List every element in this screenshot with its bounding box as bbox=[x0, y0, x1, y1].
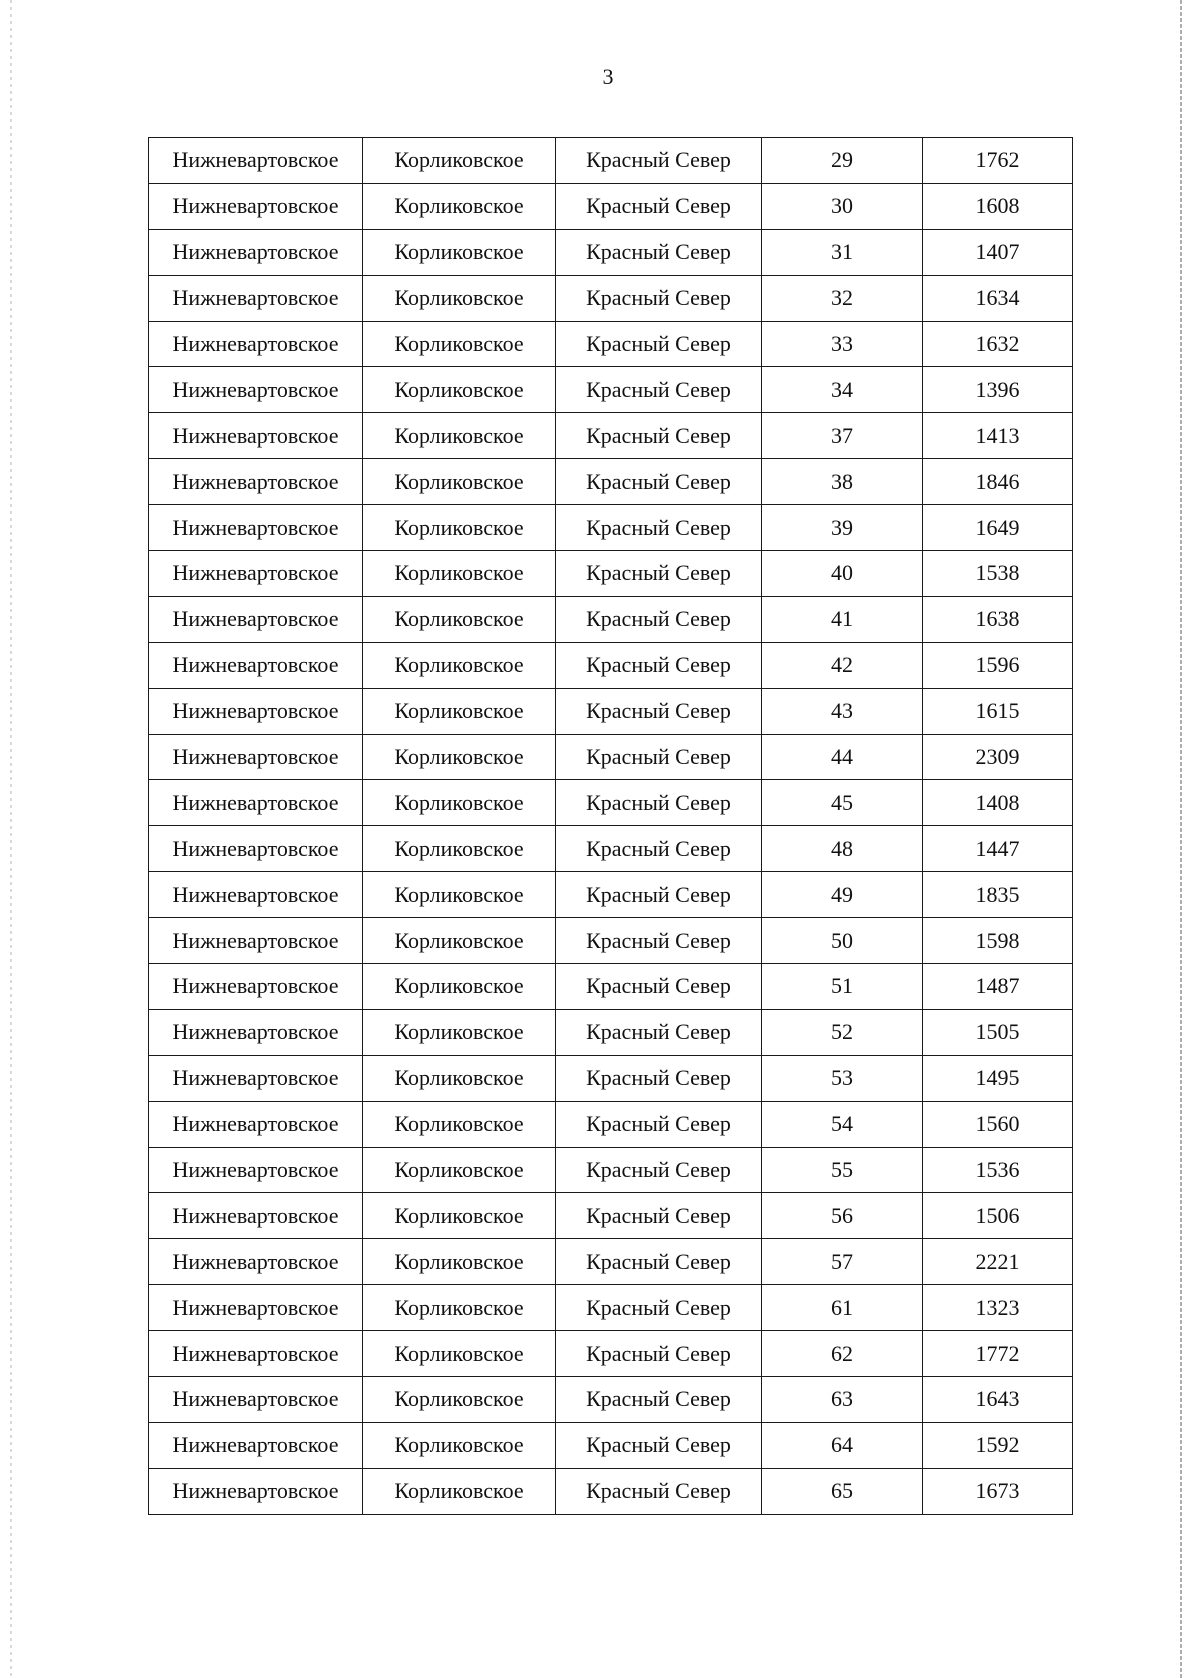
table-row bbox=[149, 1147, 1073, 1193]
operator-cell: Красный Север bbox=[556, 229, 762, 275]
operator-cell: Красный Север bbox=[556, 872, 762, 918]
district-cell: Нижневартовское bbox=[149, 367, 363, 413]
field-cell: Корликовское bbox=[363, 1422, 556, 1468]
field-cell: Корликовское bbox=[363, 872, 556, 918]
table-row bbox=[149, 596, 1073, 642]
field-cell: Корликовское bbox=[363, 1009, 556, 1055]
district-cell: Нижневартовское bbox=[149, 1331, 363, 1377]
field-cell: Корликовское bbox=[363, 367, 556, 413]
district-cell: Нижневартовское bbox=[149, 1468, 363, 1514]
field-cell: Корликовское bbox=[363, 1101, 556, 1147]
operator-cell: Красный Север bbox=[556, 734, 762, 780]
district-cell: Нижневартовское bbox=[149, 459, 363, 505]
depth-cell: 1608 bbox=[923, 183, 1073, 229]
well-number-cell: 40 bbox=[762, 551, 923, 597]
district-cell: Нижневартовское bbox=[149, 780, 363, 826]
district-cell: Нижневартовское bbox=[149, 826, 363, 872]
depth-cell: 1762 bbox=[923, 138, 1073, 184]
depth-cell: 1634 bbox=[923, 275, 1073, 321]
operator-cell: Красный Север bbox=[556, 964, 762, 1010]
operator-cell: Красный Север bbox=[556, 413, 762, 459]
district-cell: Нижневартовское bbox=[149, 229, 363, 275]
well-number-cell: 38 bbox=[762, 459, 923, 505]
operator-cell: Красный Север bbox=[556, 918, 762, 964]
depth-cell: 1447 bbox=[923, 826, 1073, 872]
well-number-cell: 39 bbox=[762, 505, 923, 551]
table-row bbox=[149, 1239, 1073, 1285]
field-cell: Корликовское bbox=[363, 1285, 556, 1331]
field-cell: Корликовское bbox=[363, 1331, 556, 1377]
table-row bbox=[149, 183, 1073, 229]
well-number-cell: 65 bbox=[762, 1468, 923, 1514]
well-number-cell: 62 bbox=[762, 1331, 923, 1377]
well-number-cell: 34 bbox=[762, 367, 923, 413]
district-cell: Нижневартовское bbox=[149, 321, 363, 367]
district-cell: Нижневартовское bbox=[149, 183, 363, 229]
operator-cell: Красный Север bbox=[556, 826, 762, 872]
operator-cell: Красный Север bbox=[556, 367, 762, 413]
district-cell: Нижневартовское bbox=[149, 688, 363, 734]
depth-cell: 1396 bbox=[923, 367, 1073, 413]
district-cell: Нижневартовское bbox=[149, 734, 363, 780]
field-cell: Корликовское bbox=[363, 413, 556, 459]
depth-cell: 1407 bbox=[923, 229, 1073, 275]
depth-cell: 2309 bbox=[923, 734, 1073, 780]
well-number-cell: 53 bbox=[762, 1055, 923, 1101]
field-cell: Корликовское bbox=[363, 321, 556, 367]
well-number-cell: 64 bbox=[762, 1422, 923, 1468]
operator-cell: Красный Север bbox=[556, 1055, 762, 1101]
table-row bbox=[149, 321, 1073, 367]
operator-cell: Красный Север bbox=[556, 321, 762, 367]
well-number-cell: 30 bbox=[762, 183, 923, 229]
district-cell: Нижневартовское bbox=[149, 964, 363, 1010]
depth-cell: 1505 bbox=[923, 1009, 1073, 1055]
depth-cell: 1487 bbox=[923, 964, 1073, 1010]
operator-cell: Красный Север bbox=[556, 780, 762, 826]
well-number-cell: 61 bbox=[762, 1285, 923, 1331]
field-cell: Корликовское bbox=[363, 596, 556, 642]
operator-cell: Красный Север bbox=[556, 1239, 762, 1285]
table-row bbox=[149, 642, 1073, 688]
well-number-cell: 48 bbox=[762, 826, 923, 872]
field-cell: Корликовское bbox=[363, 1147, 556, 1193]
table-row bbox=[149, 1377, 1073, 1423]
field-cell: Корликовское bbox=[363, 1055, 556, 1101]
well-number-cell: 54 bbox=[762, 1101, 923, 1147]
table-row bbox=[149, 734, 1073, 780]
data-table bbox=[148, 137, 1073, 1515]
field-cell: Корликовское bbox=[363, 734, 556, 780]
field-cell: Корликовское bbox=[363, 1193, 556, 1239]
district-cell: Нижневартовское bbox=[149, 642, 363, 688]
district-cell: Нижневартовское bbox=[149, 138, 363, 184]
table-row bbox=[149, 275, 1073, 321]
depth-cell: 1538 bbox=[923, 551, 1073, 597]
operator-cell: Красный Север bbox=[556, 642, 762, 688]
operator-cell: Красный Север bbox=[556, 459, 762, 505]
operator-cell: Красный Север bbox=[556, 505, 762, 551]
table-row bbox=[149, 459, 1073, 505]
operator-cell: Красный Север bbox=[556, 1147, 762, 1193]
field-cell: Корликовское bbox=[363, 1239, 556, 1285]
well-number-cell: 31 bbox=[762, 229, 923, 275]
field-cell: Корликовское bbox=[363, 964, 556, 1010]
field-cell: Корликовское bbox=[363, 459, 556, 505]
district-cell: Нижневартовское bbox=[149, 1147, 363, 1193]
table-row bbox=[149, 1468, 1073, 1514]
operator-cell: Красный Север bbox=[556, 138, 762, 184]
well-number-cell: 32 bbox=[762, 275, 923, 321]
district-cell: Нижневартовское bbox=[149, 1377, 363, 1423]
well-number-cell: 43 bbox=[762, 688, 923, 734]
field-cell: Корликовское bbox=[363, 918, 556, 964]
table-row bbox=[149, 688, 1073, 734]
well-number-cell: 56 bbox=[762, 1193, 923, 1239]
district-cell: Нижневартовское bbox=[149, 1101, 363, 1147]
scan-edge-right bbox=[1180, 0, 1182, 1678]
district-cell: Нижневартовское bbox=[149, 1285, 363, 1331]
depth-cell: 1592 bbox=[923, 1422, 1073, 1468]
table-row bbox=[149, 826, 1073, 872]
depth-cell: 1835 bbox=[923, 872, 1073, 918]
field-cell: Корликовское bbox=[363, 826, 556, 872]
table-row bbox=[149, 367, 1073, 413]
well-number-cell: 63 bbox=[762, 1377, 923, 1423]
district-cell: Нижневартовское bbox=[149, 1422, 363, 1468]
well-number-cell: 42 bbox=[762, 642, 923, 688]
table-row bbox=[149, 918, 1073, 964]
table-row bbox=[149, 413, 1073, 459]
district-cell: Нижневартовское bbox=[149, 872, 363, 918]
field-cell: Корликовское bbox=[363, 229, 556, 275]
depth-cell: 1632 bbox=[923, 321, 1073, 367]
well-number-cell: 33 bbox=[762, 321, 923, 367]
well-number-cell: 45 bbox=[762, 780, 923, 826]
field-cell: Корликовское bbox=[363, 1468, 556, 1514]
operator-cell: Красный Север bbox=[556, 1377, 762, 1423]
district-cell: Нижневартовское bbox=[149, 505, 363, 551]
well-number-cell: 49 bbox=[762, 872, 923, 918]
well-number-cell: 55 bbox=[762, 1147, 923, 1193]
well-number-cell: 44 bbox=[762, 734, 923, 780]
well-number-cell: 50 bbox=[762, 918, 923, 964]
depth-cell: 1413 bbox=[923, 413, 1073, 459]
well-number-cell: 37 bbox=[762, 413, 923, 459]
well-number-cell: 51 bbox=[762, 964, 923, 1010]
table-row bbox=[149, 872, 1073, 918]
depth-cell: 1495 bbox=[923, 1055, 1073, 1101]
depth-cell: 1772 bbox=[923, 1331, 1073, 1377]
operator-cell: Красный Север bbox=[556, 1009, 762, 1055]
well-number-cell: 29 bbox=[762, 138, 923, 184]
table-row bbox=[149, 1422, 1073, 1468]
operator-cell: Красный Север bbox=[556, 1101, 762, 1147]
table-row bbox=[149, 1009, 1073, 1055]
table-row bbox=[149, 1055, 1073, 1101]
depth-cell: 1323 bbox=[923, 1285, 1073, 1331]
field-cell: Корликовское bbox=[363, 688, 556, 734]
depth-cell: 1643 bbox=[923, 1377, 1073, 1423]
operator-cell: Красный Север bbox=[556, 1331, 762, 1377]
field-cell: Корликовское bbox=[363, 551, 556, 597]
field-cell: Корликовское bbox=[363, 138, 556, 184]
well-number-cell: 52 bbox=[762, 1009, 923, 1055]
district-cell: Нижневартовское bbox=[149, 1239, 363, 1285]
operator-cell: Красный Север bbox=[556, 551, 762, 597]
operator-cell: Красный Север bbox=[556, 275, 762, 321]
table-body bbox=[149, 138, 1073, 1515]
field-cell: Корликовское bbox=[363, 183, 556, 229]
field-cell: Корликовское bbox=[363, 275, 556, 321]
depth-cell: 1598 bbox=[923, 918, 1073, 964]
district-cell: Нижневартовское bbox=[149, 551, 363, 597]
page-number: 3 bbox=[602, 64, 614, 89]
table-row bbox=[149, 1331, 1073, 1377]
district-cell: Нижневартовское bbox=[149, 1009, 363, 1055]
district-cell: Нижневартовское bbox=[149, 275, 363, 321]
field-cell: Корликовское bbox=[363, 642, 556, 688]
operator-cell: Красный Север bbox=[556, 1285, 762, 1331]
field-cell: Корликовское bbox=[363, 1377, 556, 1423]
depth-cell: 1560 bbox=[923, 1101, 1073, 1147]
field-cell: Корликовское bbox=[363, 505, 556, 551]
district-cell: Нижневартовское bbox=[149, 413, 363, 459]
table-row bbox=[149, 1285, 1073, 1331]
table-row bbox=[149, 229, 1073, 275]
depth-cell: 1536 bbox=[923, 1147, 1073, 1193]
depth-cell: 1673 bbox=[923, 1468, 1073, 1514]
field-cell: Корликовское bbox=[363, 780, 556, 826]
district-cell: Нижневартовское bbox=[149, 1055, 363, 1101]
depth-cell: 1615 bbox=[923, 688, 1073, 734]
operator-cell: Красный Север bbox=[556, 183, 762, 229]
district-cell: Нижневартовское bbox=[149, 918, 363, 964]
table-row bbox=[149, 1193, 1073, 1239]
well-number-cell: 57 bbox=[762, 1239, 923, 1285]
operator-cell: Красный Север bbox=[556, 596, 762, 642]
district-cell: Нижневартовское bbox=[149, 596, 363, 642]
operator-cell: Красный Север bbox=[556, 1422, 762, 1468]
operator-cell: Красный Север bbox=[556, 1193, 762, 1239]
scan-edge-left bbox=[10, 0, 12, 1678]
depth-cell: 1846 bbox=[923, 459, 1073, 505]
depth-cell: 2221 bbox=[923, 1239, 1073, 1285]
table-row bbox=[149, 1101, 1073, 1147]
depth-cell: 1638 bbox=[923, 596, 1073, 642]
depth-cell: 1506 bbox=[923, 1193, 1073, 1239]
operator-cell: Красный Север bbox=[556, 688, 762, 734]
table-row bbox=[149, 551, 1073, 597]
depth-cell: 1408 bbox=[923, 780, 1073, 826]
table-row bbox=[149, 780, 1073, 826]
well-number-cell: 41 bbox=[762, 596, 923, 642]
district-cell: Нижневартовское bbox=[149, 1193, 363, 1239]
table-row bbox=[149, 138, 1073, 184]
depth-cell: 1596 bbox=[923, 642, 1073, 688]
table-row bbox=[149, 505, 1073, 551]
table-row bbox=[149, 964, 1073, 1010]
depth-cell: 1649 bbox=[923, 505, 1073, 551]
operator-cell: Красный Север bbox=[556, 1468, 762, 1514]
